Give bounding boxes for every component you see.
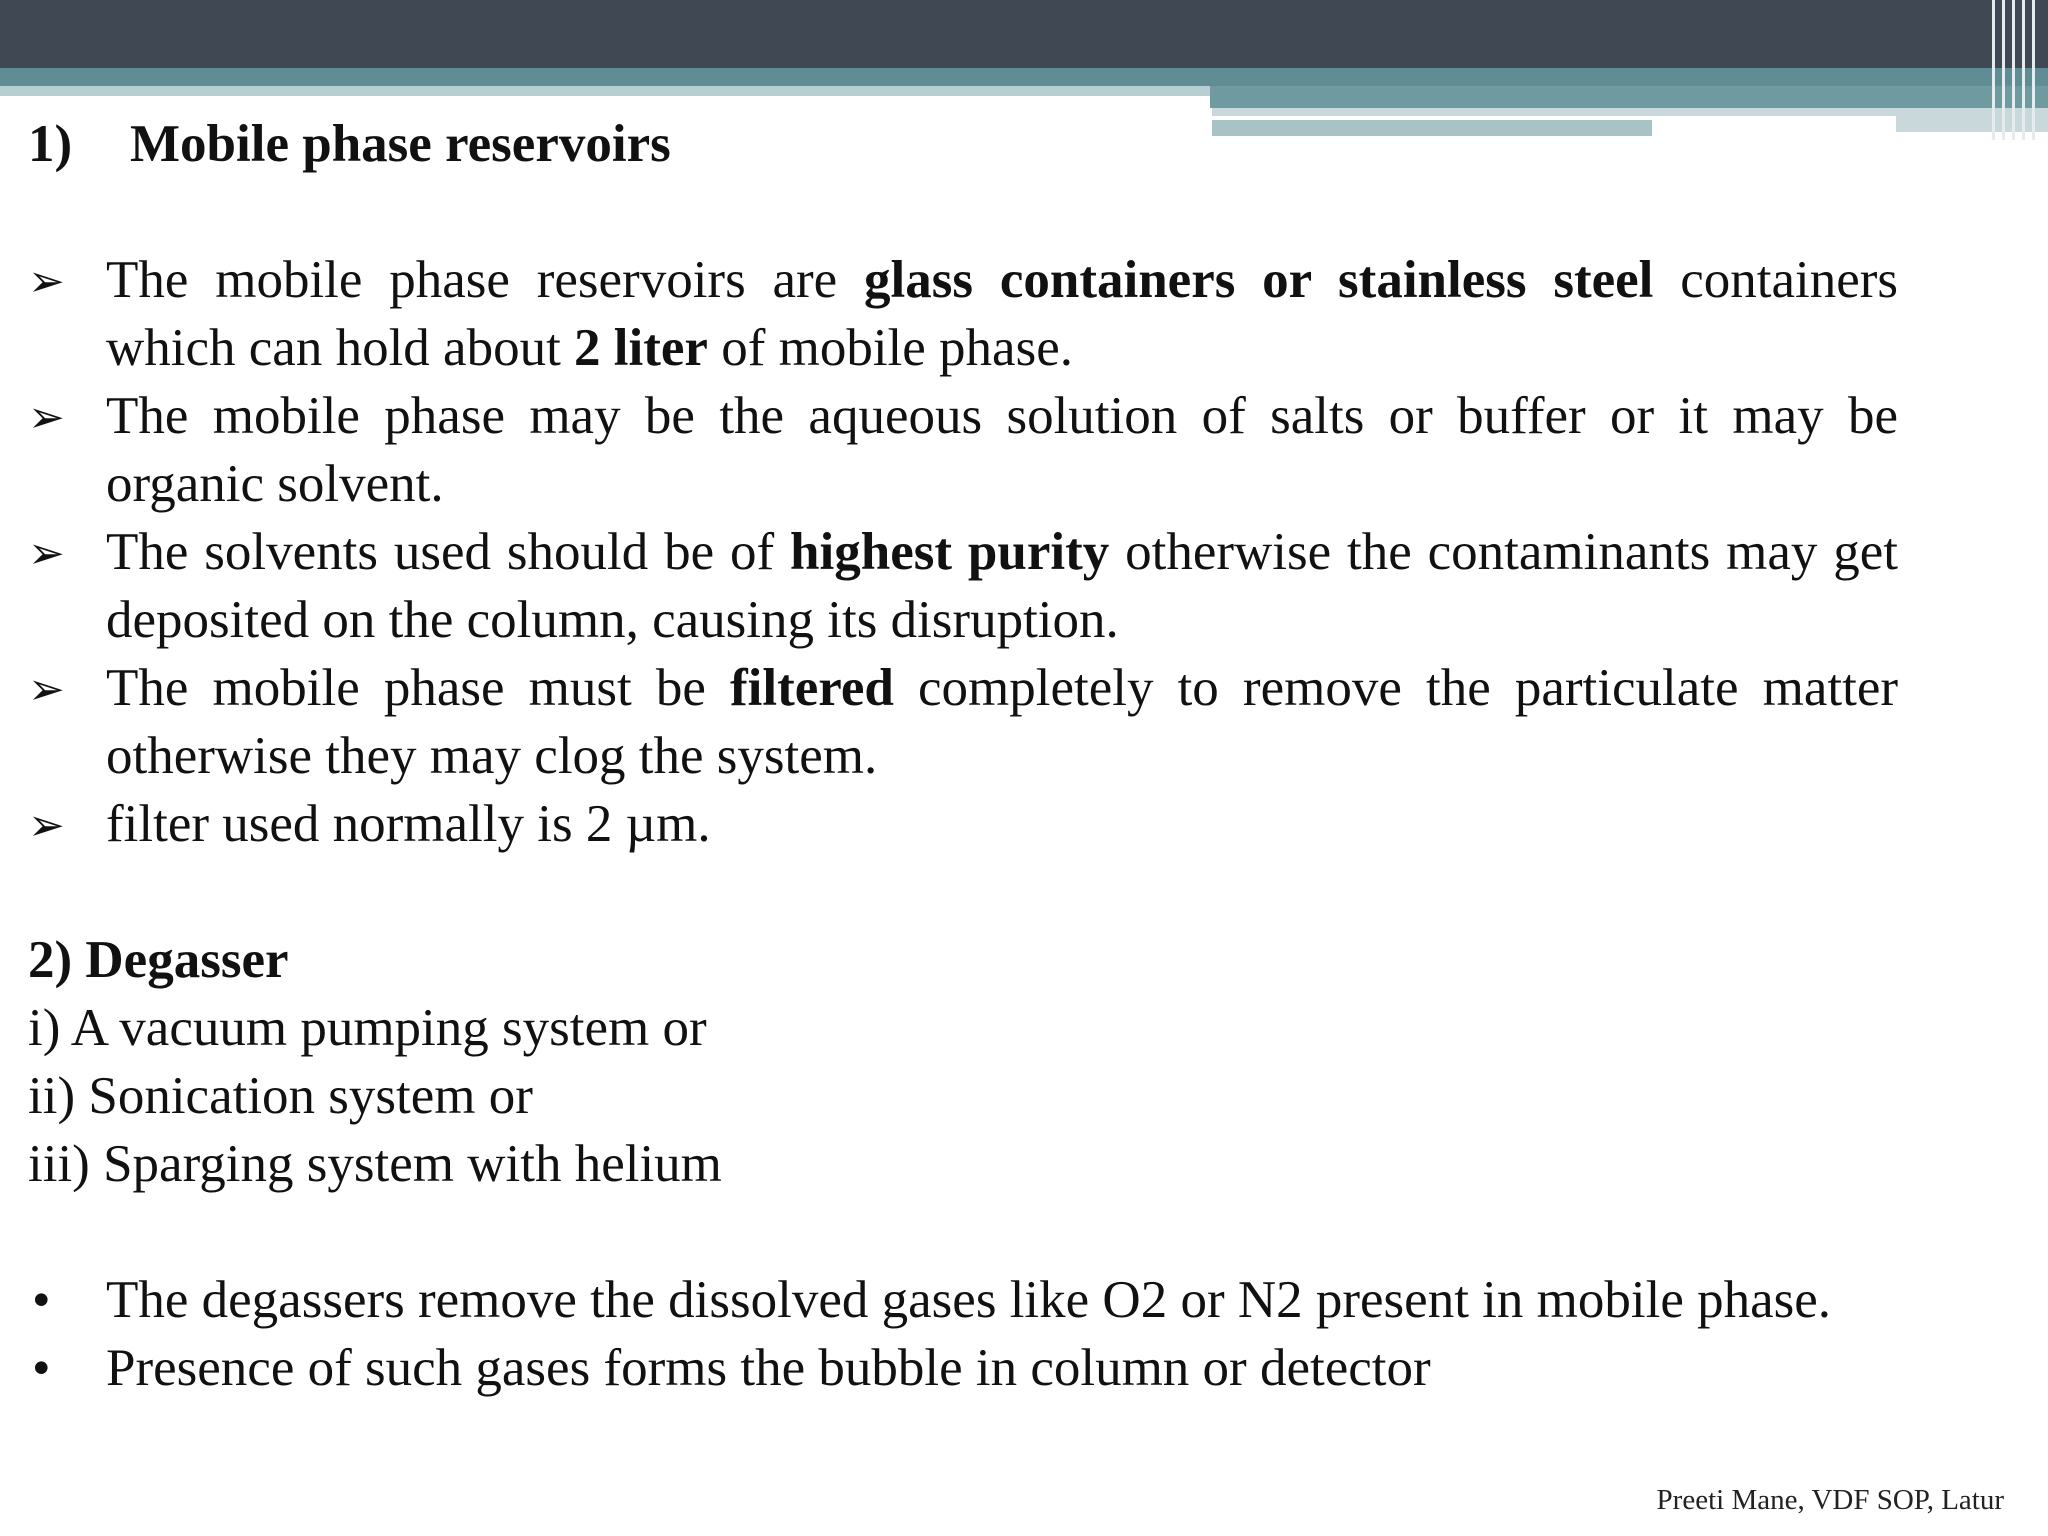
degasser-types-list xyxy=(28,994,1898,1198)
arrow-bullet-icon: ➢ xyxy=(28,801,65,850)
arrow-bullet-icon: ➢ xyxy=(28,393,65,442)
list-item: i) A vacuum pumping system or xyxy=(28,999,707,1057)
bullet-text: The degassers remove the dissolved gases like O2 or N2 present in mobile phase. xyxy=(106,1271,1832,1329)
bullet-text: Presence of such gases forms the bubble in column or detector xyxy=(106,1339,1431,1397)
list-item xyxy=(28,246,1898,382)
bullet-text: filter used normally is 2 µm. xyxy=(106,795,711,853)
section2-bullet-list xyxy=(28,1266,1898,1402)
header-accent-bar xyxy=(0,68,2048,86)
footer-credit: Preeti Mane, VDF SOP, Latur xyxy=(1656,1484,2004,1516)
header-banner xyxy=(0,0,2048,68)
bullet-emphasis: filtered xyxy=(730,659,894,717)
list-item xyxy=(28,1334,1898,1402)
bullet-emphasis: highest purity xyxy=(790,523,1110,581)
bullet-text: The solvents used should be of xyxy=(106,523,791,581)
list-item xyxy=(28,518,1898,654)
dot-bullet-icon: • xyxy=(32,1271,51,1329)
bullet-text: The mobile phase must be xyxy=(106,659,731,717)
arrow-bullet-icon: ➢ xyxy=(28,529,65,578)
bullet-text: otherwise the contaminants may get deposited on the column, causing its disruption. xyxy=(106,523,1898,649)
slide-body xyxy=(28,110,1898,1402)
list-item: iii) Sparging system with helium xyxy=(28,1135,722,1193)
bullet-emphasis: glass containers or stainless steel xyxy=(864,251,1654,309)
bullet-text: containers which can hold about xyxy=(106,251,1899,377)
section1-heading xyxy=(28,110,1898,178)
section1-title: Mobile phase reservoirs xyxy=(130,115,671,173)
list-item xyxy=(28,382,1898,518)
list-item xyxy=(28,654,1898,790)
bullet-text: completely to remove the particulate matter otherwise they may clog the system. xyxy=(106,659,1899,785)
list-item xyxy=(28,1266,1898,1334)
bullet-text: of mobile phase. xyxy=(707,319,1073,377)
section1-number: 1) xyxy=(28,115,73,173)
list-item: ii) Sonication system or xyxy=(28,1067,533,1125)
bullet-emphasis: 2 liter xyxy=(574,319,708,377)
arrow-bullet-icon: ➢ xyxy=(28,665,65,714)
dot-bullet-icon: • xyxy=(32,1339,51,1397)
header-accent-right xyxy=(1210,86,2048,108)
section1-bullet-list xyxy=(28,246,1898,858)
bullet-text: The mobile phase reservoirs are xyxy=(106,251,865,309)
list-item xyxy=(28,790,1898,858)
bullet-text: The mobile phase may be the aqueous solution of salts or buffer or it may be organic solvent. xyxy=(106,387,1898,513)
section2-heading: 2) Degasser xyxy=(28,931,289,989)
arrow-bullet-icon: ➢ xyxy=(28,257,65,306)
header-accent-light xyxy=(0,86,1210,96)
header-stripes xyxy=(1988,0,2048,140)
